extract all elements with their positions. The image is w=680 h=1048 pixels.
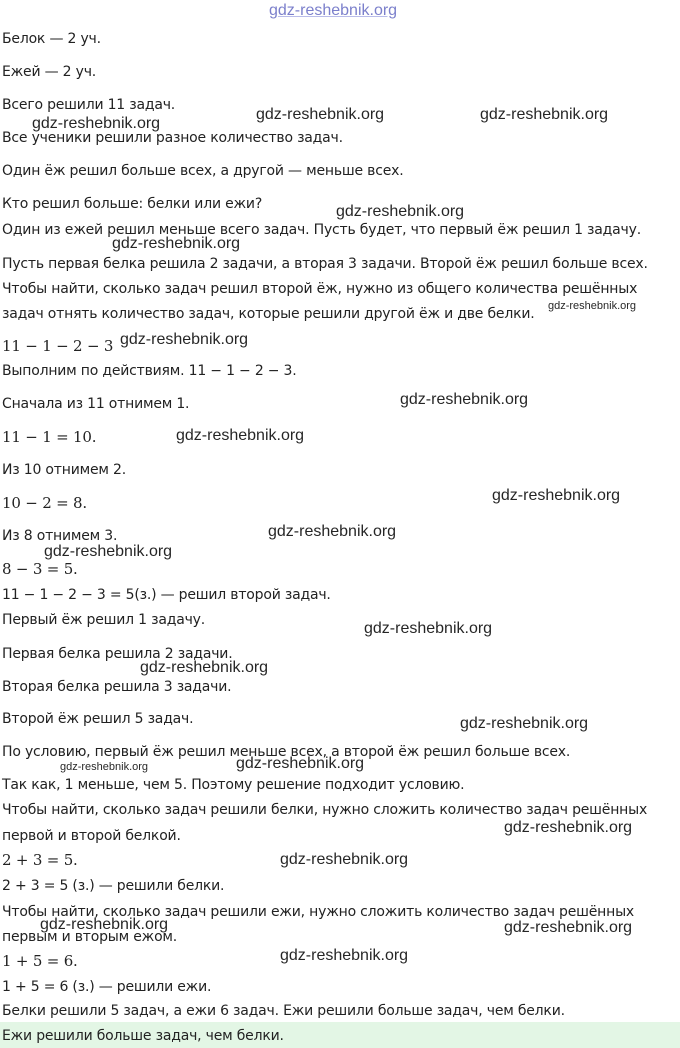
watermark: gdz-reshebnik.org	[120, 331, 249, 348]
watermark: gdz-reshebnik.org	[32, 115, 161, 132]
watermark: gdz-reshebnik.org	[112, 235, 241, 252]
watermark: gdz-reshebnik.org	[504, 919, 633, 936]
text-line: По условию, первый ёж решил меньше всех, а второй ёж решил больше всех.	[2, 744, 571, 760]
text-line: Все ученики решили разное количество задач.	[2, 130, 343, 146]
text-line: задач отнять количество задач, которые решили другой ёж и две белки.	[2, 306, 535, 322]
text-line: Первая белка решила 2 задачи.	[2, 646, 233, 662]
watermark: gdz-reshebnik.org	[548, 300, 637, 312]
text-line: Белок — 2 уч.	[2, 31, 101, 47]
text-line: Так как, 1 меньше, чем 5. Поэтому решение подходит условию.	[2, 777, 465, 793]
math-line: 1 + 5 = 6.	[2, 952, 78, 970]
answer-line: Ежи решили больше задач, чем белки.	[2, 1028, 284, 1044]
text-line: Всего решили 11 задач.	[2, 97, 176, 113]
watermark: gdz-reshebnik.org	[280, 947, 409, 964]
math-line: 11 − 1 − 2 − 3	[2, 337, 114, 355]
watermark: gdz-reshebnik.org	[60, 761, 149, 773]
watermark: gdz-reshebnik.org	[268, 523, 397, 540]
text-line: Кто решил больше: белки или ежи?	[2, 196, 263, 212]
text-line: Чтобы найти, сколько задач решил второй ёж, нужно из общего количества решённых	[2, 281, 638, 297]
text-line: Один из ежей решил меньше всего задач. Пусть будет, что первый ёж решил 1 задачу.	[2, 222, 641, 238]
text-line: Белки решили 5 задач, а ежи 6 задач. Ежи решили больше задач, чем белки.	[2, 1003, 565, 1019]
text-line: Первый ёж решил 1 задачу.	[2, 612, 206, 628]
text-line: Выполним по действиям. 11 − 1 − 2 − 3.	[2, 363, 297, 379]
text-line: Пусть первая белка решила 2 задачи, а вторая 3 задачи. Второй ёж решил больше всех.	[2, 256, 648, 272]
text-line: первым и вторым ежом.	[2, 929, 178, 945]
text-line: первой и второй белкой.	[2, 828, 181, 844]
watermark: gdz-reshebnik.org	[336, 203, 465, 220]
watermark: gdz-reshebnik.org	[504, 819, 633, 836]
watermark: gdz-reshebnik.org	[256, 106, 385, 123]
math-line: 2 + 3 = 5.	[2, 851, 78, 869]
math-line: 10 − 2 = 8.	[2, 494, 87, 512]
watermark: gdz-reshebnik.org	[364, 620, 493, 637]
text-line: Вторая белка решила 3 задачи.	[2, 679, 232, 695]
text-line: 11 − 1 − 2 − 3 = 5(з.) — решил второй задач.	[2, 587, 331, 603]
watermark: gdz-reshebnik.org	[480, 106, 609, 123]
watermark: gdz-reshebnik.org	[40, 916, 169, 933]
text-line: Чтобы найти, сколько задач решили белки, нужно сложить количество задач решённых	[2, 802, 648, 818]
watermark: gdz-reshebnik.org	[492, 487, 621, 504]
watermark: gdz-reshebnik.org	[236, 755, 365, 772]
text-line: Один ёж решил больше всех, а другой — меньше всех.	[2, 163, 404, 179]
text-line: Сначала из 11 отнимем 1.	[2, 396, 190, 412]
watermark: gdz-reshebnik.org	[44, 543, 173, 560]
watermark: gdz-reshebnik.org	[176, 427, 305, 444]
text-line: 2 + 3 = 5 (з.) — решили белки.	[2, 878, 225, 894]
text-line: Ежей — 2 уч.	[2, 64, 97, 80]
text-line: Чтобы найти, сколько задач решили ежи, нужно сложить количество задач решённых	[2, 904, 635, 920]
math-line: 11 − 1 = 10.	[2, 428, 97, 446]
watermark-link[interactable]: gdz-reshebnik.org	[269, 2, 398, 19]
watermark: gdz-reshebnik.org	[460, 715, 589, 732]
text-line: Из 10 отнимем 2.	[2, 462, 126, 478]
math-line: 8 − 3 = 5.	[2, 560, 78, 578]
watermark: gdz-reshebnik.org	[140, 659, 269, 676]
text-line: Из 8 отнимем 3.	[2, 528, 118, 544]
text-line: 1 + 5 = 6 (з.) — решили ежи.	[2, 979, 212, 995]
text-line: Второй ёж решил 5 задач.	[2, 711, 194, 727]
watermark: gdz-reshebnik.org	[400, 391, 529, 408]
watermark: gdz-reshebnik.org	[280, 851, 409, 868]
